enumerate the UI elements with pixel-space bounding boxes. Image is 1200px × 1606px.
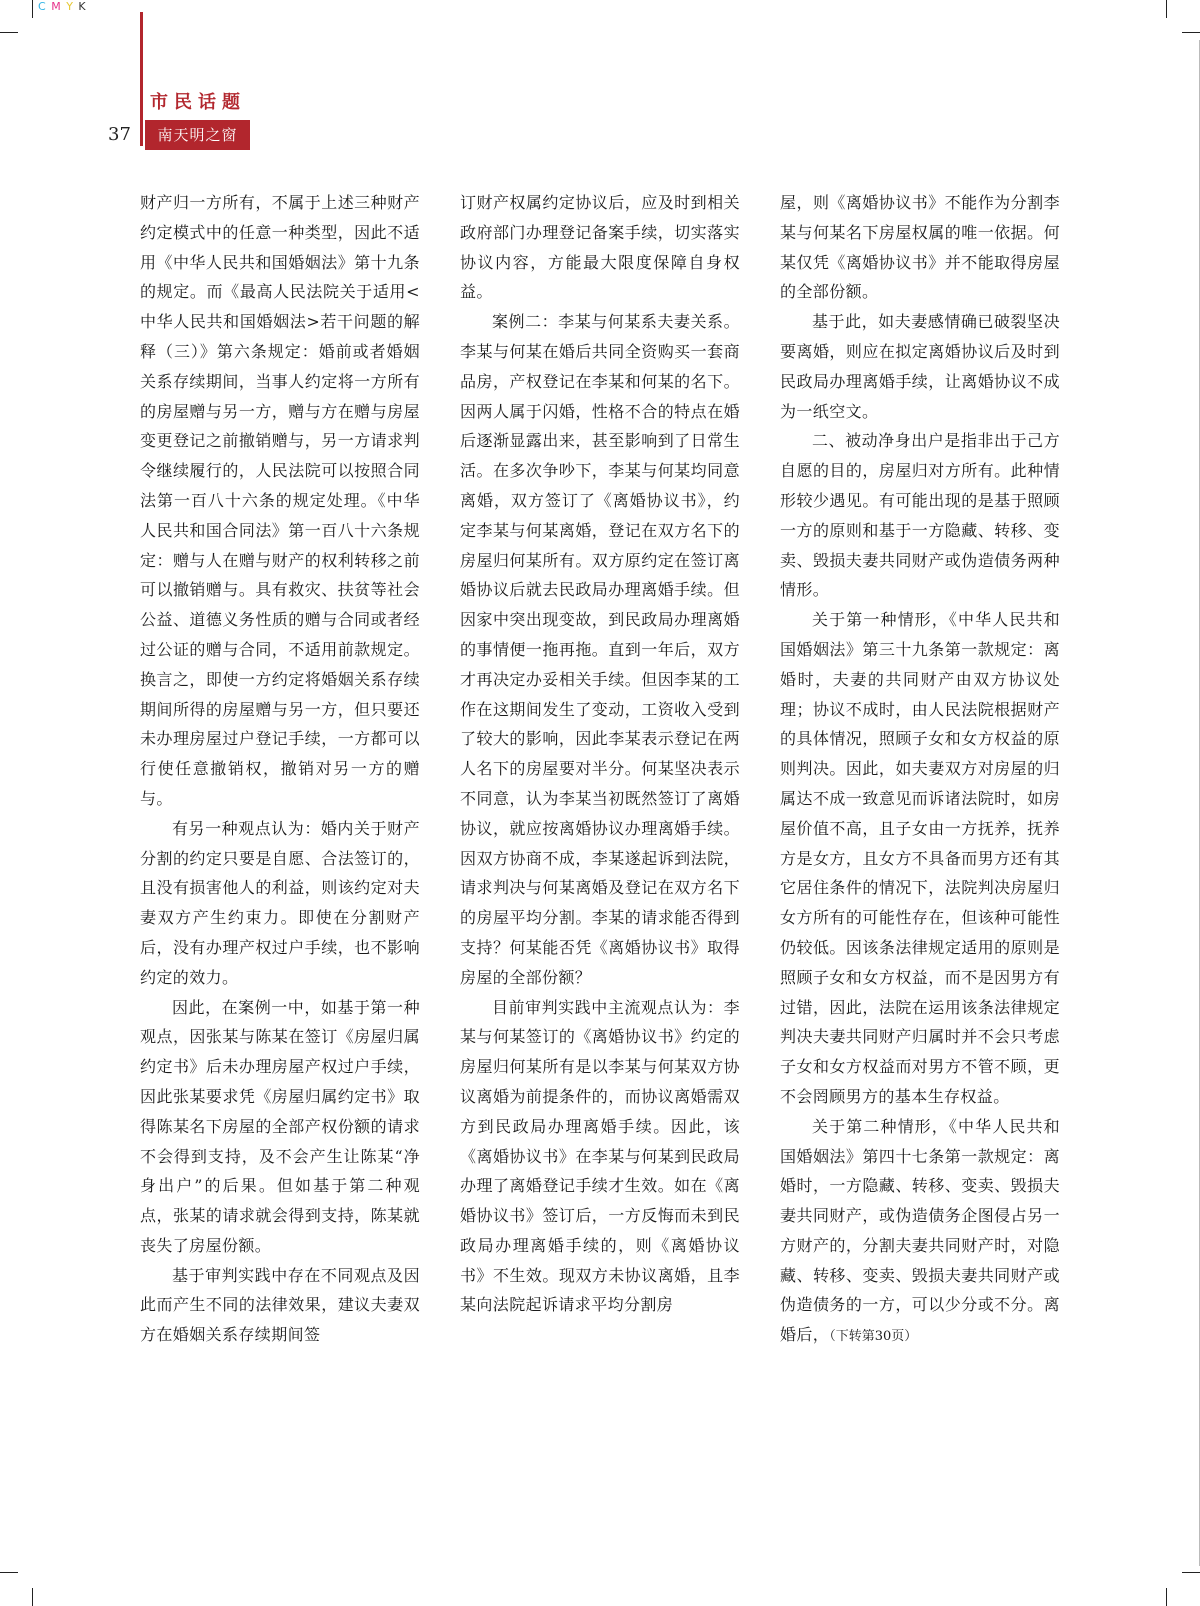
column-tag-label: 南天明之窗 xyxy=(145,120,250,150)
body-column-2 xyxy=(460,188,740,1320)
column-3-paragraph-1: 屋，则《离婚协议书》不能作为分割李某与何某名下房屋权属的唯一依据。何某仅凭《离婚协议书》并不能取得房屋的全部份额。 xyxy=(780,193,1060,302)
column-3-paragraph-3: 二、被动净身出户是指非出于己方自愿的目的，房屋归对方所有。此种情形较少遇见。有可能出现的是基于照顾一方的原则和基于一方隐藏、转移、变卖、毁损夫妻共同财产或伪造债务两种情形。 xyxy=(780,431,1060,600)
cmyk-letter-y: Y xyxy=(66,0,74,13)
section-title: 市民话题 xyxy=(150,92,246,113)
column-2-paragraph-2: 案例二：李某与何某系夫妻关系。李某与何某在婚后共同全资购买一套商品房，产权登记在李某和何某的名下。因两人属于闪婚，性格不合的特点在婚后逐渐显露出来，甚至影响到了日常生活。在多次争吵下，李某与何某均同意离婚，双方签订了《离婚协议书》，约定李某与何某离婚，登记在双方名下的房屋归何某所有。双方原约定在签订离婚协议后就去民政局办理离婚手续。但因家中突出现变故，到民政局办理离婚的事情便一拖再拖。直到一年后，双方才再决定办妥相关手续。但因李某的工作在这期间发生了变动，工资收入受到了较大的影响，因此李某表示登记在两人名下的房屋要对半分。何某坚决表示不同意，认为李某当初既然签订了离婚协议，就应按离婚协议办理离婚手续。因双方协商不成，李某遂起诉到法院，请求判决与何某离婚及登记在双方名下的房屋平均分割。李某的请求能否得到支持？何某能否凭《离婚协议书》取得房屋的全部份额？ xyxy=(460,312,740,987)
column-2-paragraph-1: 订财产权属约定协议后，应及时到相关政府部门办理登记备案手续，切实落实协议内容，方能最大限度保障自身权益。 xyxy=(460,193,740,302)
cmyk-letter-k: K xyxy=(78,0,87,13)
body-column-1 xyxy=(140,188,420,1350)
crop-mark-top-left-h xyxy=(0,32,18,33)
column-1-paragraph-1: 财产归一方所有，不属于上述三种财产约定模式中的任意一种类型，因此不适用《中华人民共和国婚姻法》第十九条的规定。而《最高人民法院关于适用<中华人民共和国婚姻法>若干问题的解释（三）》第六条规定：婚前或者婚姻关系存续期间，当事人约定将一方所有的房屋赠与另一方，赠与方在赠与房屋变更登记之前撤销赠与，另一方请求判令继续履行的，人民法院可以按照合同法第一百八十六条的规定处理。《中华人民共和国合同法》第一百八十六条规定：赠与人在赠与财产的权利转移之前可以撤销赠与。具有救灾、扶贫等社会公益、道德义务性质的赠与合同或者经过公证的赠与合同，不适用前款规定。换言之，即使一方约定将婚姻关系存续期间所得的房屋赠与另一方，但只要还未办理房屋过户登记手续，一方都可以行使任意撤销权，撤销对另一方的赠与。 xyxy=(140,193,420,808)
column-1-paragraph-4: 基于审判实践中存在不同观点及因此而产生不同的法律效果，建议夫妻双方在婚姻关系存续期间签 xyxy=(140,1265,420,1345)
column-2-paragraph-3: 目前审判实践中主流观点认为：李某与何某签订的《离婚协议书》约定的房屋归何某所有是以李某与何某双方协议离婚为前提条件的，而协议离婚需双方到民政局办理离婚手续。因此，该《离婚协议书》在李某与何某到民政局办理了离婚登记手续才生效。如在《离婚协议书》签订后，一方反悔而未到民政局办理离婚手续的，则《离婚协议书》不生效。现双方未协议离婚，且李某向法院起诉请求平均分割房 xyxy=(460,997,740,1315)
column-1-paragraph-2: 有另一种观点认为：婚内关于财产分割的约定只要是自愿、合法签订的，且没有损害他人的利益，则该约定对夫妻双方产生约束力。即使在分割财产后，没有办理产权过户手续，也不影响约定的效力。 xyxy=(140,818,420,987)
crop-mark-bottom-right-v xyxy=(1166,1588,1167,1606)
cmyk-letter-c: C xyxy=(38,0,47,13)
header-red-rule xyxy=(140,12,143,146)
continuation-note: （下转第30页） xyxy=(829,1329,918,1345)
column-3-paragraph-2: 基于此，如夫妻感情确已破裂坚决要离婚，则应在拟定离婚协议后及时到民政局办理离婚手续，让离婚协议不成为一纸空文。 xyxy=(780,312,1060,421)
column-1-paragraph-3: 因此，在案例一中，如基于第一种观点，因张某与陈某在签订《房屋归属约定书》后未办理房屋产权过户手续，因此张某要求凭《房屋归属约定书》取得陈某名下房屋的全部产权份额的请求不会得到支持，及不会产生让陈某“净身出户”的后果。但如基于第二种观点，张某的请求就会得到支持，陈某就丧失了房屋份额。 xyxy=(140,997,420,1255)
column-3-paragraph-4: 关于第一种情形，《中华人民共和国婚姻法》第三十九条第一款规定：离婚时，夫妻的共同财产由双方协议处理；协议不成时，由人民法院根据财产的具体情况，照顾子女和女方权益的原则判决。因此，如夫妻双方对房屋的归属达不成一致意见而诉诸法院时，如房屋价值不高，且子女由一方抚养，抚养方是女方，且女方不具备而男方还有其它居住条件的情况下，法院判决房屋归女方所有的可能性存在，但该种可能性仍较低。因该条法律规定适用的原则是照顾子女和女方权益，而不是因男方有过错，因此，法院在运用该条法律规定判决夫妻共同财产归属时并不会只考虑子女和女方权益而对男方不管不顾，更不会罔顾男方的基本生存权益。 xyxy=(780,610,1060,1106)
column-3-paragraph-5 xyxy=(780,1112,1060,1352)
body-column-3 xyxy=(780,188,1060,1352)
crop-mark-bottom-left-v xyxy=(32,1588,33,1606)
page-number: 37 xyxy=(108,124,131,145)
crop-mark-top-right-v xyxy=(1166,0,1167,18)
crop-mark-bottom-left-h xyxy=(0,1572,18,1573)
column-3-paragraph-5-text: 关于第二种情形，《中华人民共和国婚姻法》第四十七条第一款规定：离婚时，一方隐藏、转移、变卖、毁损夫妻共同财产，或伪造债务企图侵占另一方财产的，分割夫妻共同财产时，对隐藏、转移、变卖、毁损夫妻共同财产或伪造债务的一方，可以少分或不分。离婚后， xyxy=(780,1116,1060,1345)
cmyk-registration-mark xyxy=(38,0,87,12)
crop-mark-bottom-right-h xyxy=(1182,1572,1200,1573)
crop-mark-top-right-h xyxy=(1182,32,1200,33)
cmyk-letter-m: M xyxy=(51,0,62,13)
crop-mark-top-left-v xyxy=(32,0,33,18)
